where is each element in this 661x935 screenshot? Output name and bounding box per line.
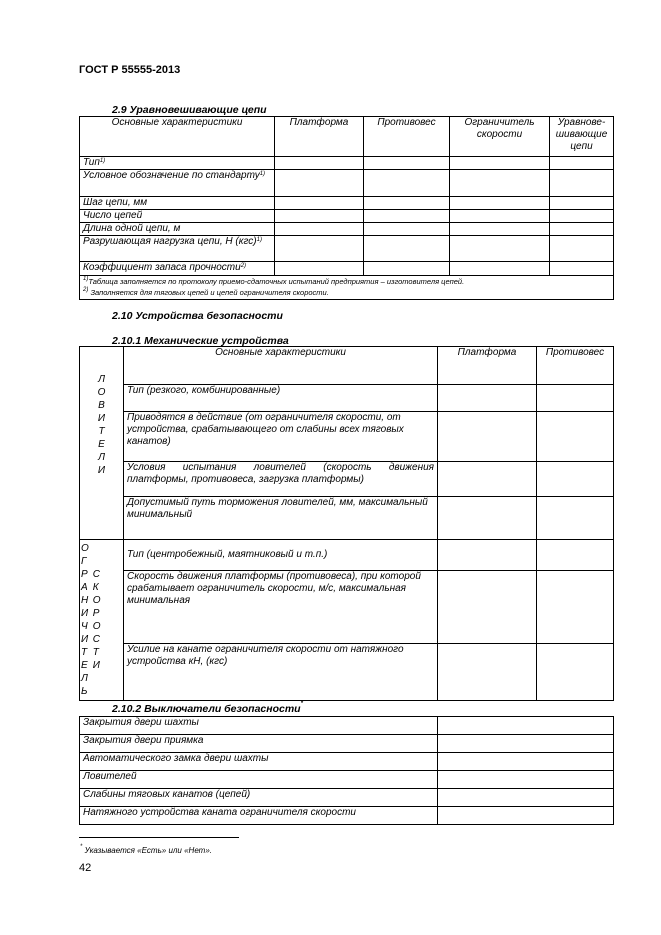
page-number: 42 xyxy=(79,862,92,874)
col-header-characteristics: Основные характеристики xyxy=(124,347,438,385)
row-catchers-test-conditions: Условия испытания ловителей (скорость движения платформы, противовеса, загрузка платформы) xyxy=(124,462,438,497)
switch-row-tension-device: Натяжного устройства каната ограничителя скорости xyxy=(80,807,438,825)
switch-row-auto-lock: Автоматического замка двери шахты xyxy=(80,753,438,771)
table-balancing-chains xyxy=(79,116,614,300)
row-label-designation: Условное обозначение по стандарту$^{1)}$ xyxy=(80,170,275,197)
col-header-platform: Платформа xyxy=(275,117,364,157)
footnote-separator xyxy=(79,837,239,838)
row-label-safety-factor: Коэффициент запаса прочности$^{2)}$ xyxy=(80,262,275,276)
col-header-balancing-chains: Уравнове-шивающие цепи xyxy=(550,117,614,157)
switch-row-pit-door: Закрытия двери приямка xyxy=(80,735,438,753)
table-mechanical-devices xyxy=(79,346,614,701)
row-label-length: Длина одной цепи, м xyxy=(80,223,275,236)
footnote: * Указывается «Есть» или «Нет». xyxy=(80,844,213,855)
row-label-pitch: Шаг цепи, мм xyxy=(80,197,275,210)
col-header-speed-limiter: Ограничитель скорости xyxy=(450,117,550,157)
col-header-counterweight: Противовес xyxy=(364,117,450,157)
switch-row-shaft-door: Закрытия двери шахты xyxy=(80,717,438,735)
subsection-title-2-10-2: 2.10.2 Выключатели безопасности* xyxy=(112,701,303,715)
section-title-2-10: 2.10 Устройства безопасности xyxy=(112,310,283,322)
table-notes: $^{1)}$Таблица заполняется по протоколу приемо-сдаточных испытаний предприятия – изготовителя цепей. $^{2)}$ Заполняется для тяговых цепей и цепей ограничителя скорости. xyxy=(80,276,614,300)
row-label-type: Тип$^{1)}$ xyxy=(80,157,275,170)
row-limiter-type: Тип (центробежный, маятниковый и т.п.) xyxy=(124,540,438,571)
document-header: ГОСТ Р 55555-2013 xyxy=(79,64,181,76)
row-label-count: Число цепей xyxy=(80,210,275,223)
switch-row-slack-ropes: Слабины тяговых канатов (цепей) xyxy=(80,789,438,807)
table-safety-switches xyxy=(79,716,614,825)
row-label-breaking-load: Разрушающая нагрузка цепи, Н (кгс)$^{1)}$ xyxy=(80,236,275,262)
row-catchers-activation: Приводятся в действие (от ограничителя скорости, от устройства, срабатывающего от слабины всех тяговых канатов) xyxy=(124,412,438,462)
row-catchers-braking-distance: Допустимый путь торможения ловителей, мм, максимальный минимальный xyxy=(124,497,438,540)
speed-limiter-vertical-label: О Г Р А Н И Ч И Т Е Л Ь С К О Р О С Т И xyxy=(80,540,124,701)
col-header-counterweight: Противовес xyxy=(537,347,614,385)
row-catchers-type: Тип (резкого, комбинированные) xyxy=(124,385,438,412)
switch-row-catchers: Ловителей xyxy=(80,771,438,789)
subsection-title-2-10-1: 2.10.1 Механические устройства xyxy=(112,335,289,347)
row-limiter-trigger-speed: Скорость движения платформы (противовеса), при которой срабатывает ограничитель скорости, м/с, максимальная минимальная xyxy=(124,571,438,644)
col-header-characteristics: Основные характеристики xyxy=(80,117,275,157)
catchers-vertical-label: Л О В И Т Е Л И xyxy=(80,347,124,540)
section-title-2-9: 2.9 Уравновешивающие цепи xyxy=(112,104,267,116)
row-limiter-rope-force: Усилие на канате ограничителя скорости от натяжного устройства кН, (кгс) xyxy=(124,643,438,700)
col-header-platform: Платформа xyxy=(438,347,537,385)
